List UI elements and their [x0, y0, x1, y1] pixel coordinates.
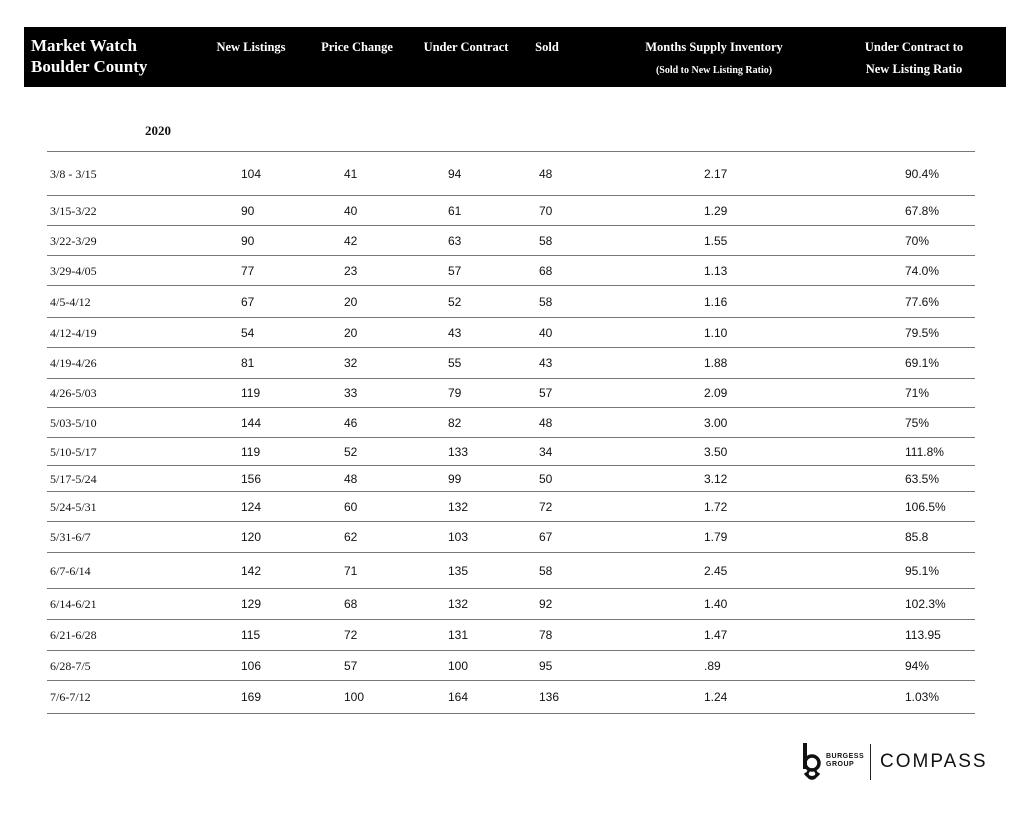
- cell-new-listings: 169: [241, 690, 262, 704]
- cell-months-supply: 3.50: [704, 445, 728, 459]
- burgess-group-logo-icon: [800, 742, 822, 782]
- cell-months-supply: .89: [704, 659, 721, 673]
- cell-new-listings: 90: [241, 204, 255, 218]
- cell-date: 5/10-5/17: [50, 445, 97, 459]
- table-row: [47, 318, 975, 348]
- table-row: [47, 466, 975, 492]
- cell-months-supply: 1.88: [704, 356, 728, 370]
- cell-sold: 58: [539, 234, 553, 248]
- logo-divider: [870, 744, 871, 780]
- cell-price-change: 41: [344, 167, 358, 181]
- cell-ratio: 85.8: [905, 530, 929, 544]
- table-row: [47, 589, 975, 620]
- burgess-text: BURGESS: [826, 753, 865, 760]
- cell-under-contract: 63: [448, 234, 462, 248]
- table-row: [47, 152, 975, 196]
- cell-months-supply: 2.17: [704, 167, 728, 181]
- cell-months-supply: 1.10: [704, 326, 728, 340]
- cell-months-supply: 1.79: [704, 530, 728, 544]
- cell-new-listings: 115: [241, 628, 261, 642]
- cell-date: 6/14-6/21: [50, 597, 97, 611]
- cell-months-supply: 1.72: [704, 500, 728, 514]
- cell-under-contract: 43: [448, 326, 462, 340]
- cell-price-change: 46: [344, 416, 358, 430]
- cell-date: 6/7-6/14: [50, 564, 91, 578]
- table-row: [47, 379, 975, 408]
- cell-date: 3/15-3/22: [50, 204, 97, 218]
- cell-months-supply: 1.55: [704, 234, 728, 248]
- cell-ratio: 79.5%: [905, 326, 940, 340]
- cell-sold: 67: [539, 530, 553, 544]
- cell-ratio: 95.1%: [905, 564, 940, 578]
- cell-ratio: 102.3%: [905, 597, 946, 611]
- cell-price-change: 57: [344, 659, 358, 673]
- cell-new-listings: 67: [241, 295, 255, 309]
- cell-months-supply: 1.13: [704, 264, 728, 278]
- cell-sold: 40: [539, 326, 553, 340]
- cell-sold: 95: [539, 659, 553, 673]
- table-row: [47, 438, 975, 466]
- cell-sold: 78: [539, 628, 553, 642]
- cell-under-contract: 132: [448, 597, 469, 611]
- cell-new-listings: 120: [241, 530, 262, 544]
- group-text: GROUP: [826, 761, 855, 768]
- cell-new-listings: 119: [241, 386, 261, 400]
- cell-new-listings: 77: [241, 264, 255, 278]
- table-row: [47, 196, 975, 226]
- cell-under-contract: 79: [448, 386, 462, 400]
- cell-under-contract: 57: [448, 264, 462, 278]
- col-header-new-listings: New Listings: [216, 40, 286, 54]
- cell-ratio: 70%: [905, 234, 930, 248]
- cell-months-supply: 1.47: [704, 628, 728, 642]
- cell-new-listings: 90: [241, 234, 255, 248]
- cell-new-listings: 142: [241, 564, 262, 578]
- cell-ratio: 1.03%: [905, 690, 940, 704]
- cell-under-contract: 103: [448, 530, 469, 544]
- col-header-sold: Sold: [535, 40, 559, 54]
- cell-new-listings: 54: [241, 326, 255, 340]
- cell-ratio: 71%: [905, 386, 930, 400]
- table-row: [47, 408, 975, 438]
- cell-date: 7/6-7/12: [50, 690, 91, 704]
- cell-under-contract: 55: [448, 356, 462, 370]
- cell-months-supply: 2.09: [704, 386, 728, 400]
- cell-new-listings: 129: [241, 597, 262, 611]
- cell-sold: 34: [539, 445, 553, 459]
- cell-under-contract: 131: [448, 628, 469, 642]
- cell-sold: 72: [539, 500, 553, 514]
- table-row: [47, 286, 975, 318]
- cell-months-supply: 2.45: [704, 564, 728, 578]
- table-row: [47, 492, 975, 522]
- cell-price-change: 33: [344, 386, 358, 400]
- col-header-months-supply-sub: (Sold to New Listing Ratio): [655, 65, 773, 76]
- cell-date: 4/19-4/26: [50, 356, 97, 370]
- cell-under-contract: 52: [448, 295, 462, 309]
- cell-price-change: 32: [344, 356, 358, 370]
- cell-date: 3/22-3/29: [50, 234, 97, 248]
- cell-sold: 68: [539, 264, 553, 278]
- table-row: [47, 256, 975, 286]
- cell-ratio: 106.5%: [905, 500, 946, 514]
- cell-new-listings: 119: [241, 445, 261, 459]
- cell-sold: 43: [539, 356, 553, 370]
- cell-price-change: 20: [344, 326, 358, 340]
- cell-under-contract: 94: [448, 167, 462, 181]
- table-row: [47, 553, 975, 589]
- cell-new-listings: 81: [241, 356, 255, 370]
- cell-price-change: 42: [344, 234, 358, 248]
- cell-new-listings: 144: [241, 416, 262, 430]
- col-header-months-supply: Months Supply Inventory: [645, 40, 783, 54]
- cell-new-listings: 106: [241, 659, 262, 673]
- cell-price-change: 48: [344, 472, 358, 486]
- table-row: [47, 226, 975, 256]
- cell-ratio: 74.0%: [905, 264, 940, 278]
- cell-new-listings: 156: [241, 472, 262, 486]
- cell-ratio: 90.4%: [905, 167, 940, 181]
- cell-sold: 48: [539, 416, 553, 430]
- page-title: [31, 35, 147, 77]
- title-line-2: Boulder County: [31, 57, 148, 76]
- cell-price-change: 23: [344, 264, 358, 278]
- cell-under-contract: 132: [448, 500, 469, 514]
- col-header-under-contract: Under Contract: [423, 40, 509, 54]
- cell-new-listings: 104: [241, 167, 262, 181]
- cell-price-change: 60: [344, 500, 358, 514]
- cell-sold: 92: [539, 597, 553, 611]
- cell-date: 5/17-5/24: [50, 472, 97, 486]
- cell-under-contract: 164: [448, 690, 469, 704]
- cell-price-change: 40: [344, 204, 358, 218]
- cell-sold: 48: [539, 167, 553, 181]
- compass-wordmark: COMPASS: [880, 751, 988, 772]
- cell-ratio: 63.5%: [905, 472, 940, 486]
- cell-under-contract: 100: [448, 659, 469, 673]
- cell-under-contract: 61: [448, 204, 462, 218]
- cell-under-contract: 99: [448, 472, 462, 486]
- col-header-ratio-line-2: New Listing Ratio: [865, 62, 963, 76]
- cell-price-change: 72: [344, 628, 358, 642]
- cell-under-contract: 135: [448, 564, 469, 578]
- cell-under-contract: 133: [448, 445, 469, 459]
- cell-date: 6/21-6/28: [50, 628, 97, 642]
- table-row: [47, 681, 975, 714]
- cell-date: 4/5-4/12: [50, 295, 91, 309]
- cell-under-contract: 82: [448, 416, 462, 430]
- cell-ratio: 113.95: [905, 628, 941, 642]
- cell-date: 6/28-7/5: [50, 659, 91, 673]
- cell-sold: 57: [539, 386, 553, 400]
- cell-price-change: 71: [344, 564, 358, 578]
- cell-date: 3/29-4/05: [50, 264, 97, 278]
- cell-price-change: 68: [344, 597, 358, 611]
- cell-ratio: 75%: [905, 416, 930, 430]
- cell-months-supply: 1.24: [704, 690, 728, 704]
- burgess-group-wordmark: [826, 753, 864, 769]
- cell-ratio: 67.8%: [905, 204, 940, 218]
- table-row: [47, 348, 975, 379]
- table-row: [47, 620, 975, 651]
- cell-date: 5/31-6/7: [50, 530, 91, 544]
- cell-months-supply: 1.16: [704, 295, 728, 309]
- cell-sold: 50: [539, 472, 553, 486]
- cell-date: 4/26-5/03: [50, 386, 97, 400]
- cell-date: 5/03-5/10: [50, 416, 97, 430]
- cell-sold: 58: [539, 564, 553, 578]
- col-header-price-change: Price Change: [321, 40, 393, 54]
- cell-price-change: 100: [344, 690, 365, 704]
- cell-price-change: 52: [344, 445, 358, 459]
- table-row: [47, 522, 975, 553]
- cell-date: 5/24-5/31: [50, 500, 97, 514]
- title-line-1: Market Watch: [31, 36, 137, 55]
- col-header-ratio-line-1: Under Contract to: [864, 40, 964, 54]
- cell-months-supply: 3.00: [704, 416, 728, 430]
- cell-sold: 58: [539, 295, 553, 309]
- year-label: 2020: [145, 123, 171, 138]
- cell-sold: 136: [539, 690, 560, 704]
- cell-price-change: 62: [344, 530, 358, 544]
- cell-ratio: 111.8%: [905, 445, 944, 459]
- cell-sold: 70: [539, 204, 553, 218]
- cell-date: 3/8 - 3/15: [50, 167, 97, 181]
- cell-ratio: 69.1%: [905, 356, 940, 370]
- cell-months-supply: 1.40: [704, 597, 728, 611]
- cell-price-change: 20: [344, 295, 358, 309]
- brand-logos: [800, 742, 990, 782]
- cell-ratio: 77.6%: [905, 295, 940, 309]
- cell-months-supply: 3.12: [704, 472, 728, 486]
- cell-ratio: 94%: [905, 659, 930, 673]
- table-row: [47, 651, 975, 681]
- cell-new-listings: 124: [241, 500, 262, 514]
- table-header-bar: [24, 27, 1006, 87]
- cell-date: 4/12-4/19: [50, 326, 97, 340]
- cell-months-supply: 1.29: [704, 204, 728, 218]
